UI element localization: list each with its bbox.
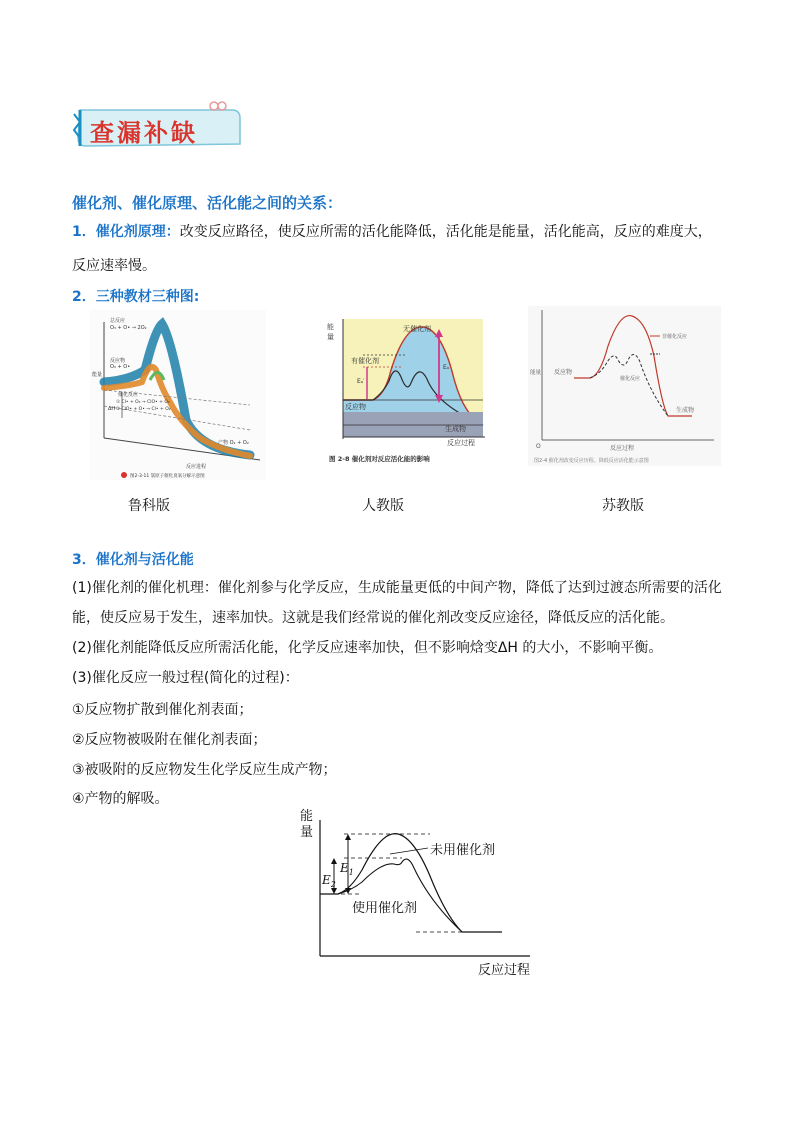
caption-luke: 鲁科版 bbox=[128, 498, 170, 514]
svg-text:E1 bbox=[339, 861, 354, 877]
bc-no-cat: 未用催化剂 bbox=[430, 843, 496, 858]
bc-y-label-1: 能 bbox=[300, 809, 314, 824]
sj-fig-note: 图2-4 催化剂改变反应历程、降低反应活化能示意图 bbox=[534, 458, 649, 464]
lk-x-label: 反应进程 bbox=[186, 464, 207, 470]
bc-y-label-2: 量 bbox=[300, 825, 314, 840]
item1-line2: 反应速率慢。 bbox=[72, 258, 156, 274]
lk-dh-label: ΔH bbox=[108, 406, 116, 412]
rj-product: 生成物 bbox=[445, 425, 466, 433]
sj-reactant: 反应物 bbox=[554, 369, 573, 376]
sj-origin: O bbox=[536, 443, 541, 450]
rj-ea-big: Eₐ bbox=[443, 364, 450, 371]
sj-curve1: 非催化反应 bbox=[662, 334, 688, 340]
item3-para3: (3)催化反应一般过程(简化的过程)： bbox=[72, 670, 299, 686]
lk-mid-label-1: 反应物 bbox=[110, 358, 126, 364]
item1-label: 催化剂原理： bbox=[95, 224, 180, 240]
rj-y-label-2: 量 bbox=[327, 333, 334, 341]
rj-no-cat: 无催化剂 bbox=[403, 325, 431, 333]
bc-e2-sub: 2 bbox=[330, 880, 336, 889]
lk-fig-note: 图2-3-11 氯原子催化臭氧分解示意图 bbox=[130, 474, 205, 479]
item3-step2: ②反应物被吸附在催化剂表面； bbox=[72, 732, 267, 748]
sj-x-label: 反应过程 bbox=[610, 445, 635, 452]
lk-top-label-1: 总反应 bbox=[110, 318, 126, 324]
lk-cat-step1: ① Cl• + O₃ → ClO• + O₂ bbox=[116, 400, 170, 405]
main-heading: 催化剂、催化原理、活化能之间的关系： bbox=[72, 194, 343, 212]
section-banner bbox=[72, 100, 248, 154]
item3-para1-a: (1)催化剂的催化机理：催化剂参与化学反应，生成能量更低的中间产物，降低了达到过渡态所需要的活化 bbox=[72, 580, 722, 596]
lk-cat-label: 催化反应 bbox=[118, 392, 139, 398]
caption-sujiao: 苏教版 bbox=[602, 498, 644, 514]
lk-mid-label-2: O₃ + O• bbox=[110, 364, 131, 370]
bc-with-cat: 使用催化剂 bbox=[352, 901, 418, 916]
rj-with-cat: 有催化剂 bbox=[351, 357, 379, 365]
item3-para1-b: 能，使反应易于发生，速率加快。这就是我们经常说的催化剂改变反应途径，降低反应的活化能。 bbox=[72, 610, 674, 626]
bc-e1-sub: 1 bbox=[348, 868, 354, 877]
bottom-chart bbox=[290, 806, 540, 978]
figure-renjiao bbox=[323, 315, 488, 467]
banner-title: 查漏补缺 bbox=[90, 118, 198, 147]
sj-curve2: 催化反应 bbox=[620, 376, 641, 382]
item3-para2: (2)催化剂能降低反应所需活化能，化学反应速率加快，但不影响焓变ΔH 的大小，不影响平衡。 bbox=[72, 640, 663, 656]
item2-title: 2．三种教材三种图: bbox=[72, 289, 200, 305]
bc-e2: E bbox=[322, 873, 331, 887]
lk-left-label: 能量 bbox=[92, 372, 103, 378]
item1-line1 bbox=[72, 222, 712, 242]
sj-y-label: 能量 bbox=[530, 370, 542, 376]
item1-text-a: 改变反应路径，使反应所需的活化能降低，活化能是能量，活化能高，反应的难度大， bbox=[179, 224, 712, 240]
rj-ea-small: Eₐ′ bbox=[357, 378, 365, 385]
lk-top-label-2: O₃ + O• → 2O₂ bbox=[110, 325, 147, 331]
sj-product: 生成物 bbox=[676, 407, 695, 414]
rj-reactant: 反应物 bbox=[345, 403, 366, 411]
item3-title: 3．催化剂与活化能 bbox=[72, 552, 194, 568]
bc-curve-cat bbox=[338, 859, 462, 932]
rj-fig-note: 图 2-8 催化剂对反应活化能的影响 bbox=[329, 455, 430, 463]
figure-sujiao bbox=[528, 306, 721, 466]
figure-luke bbox=[90, 310, 266, 480]
bc-x-label: 反应过程 bbox=[478, 963, 531, 978]
lk-product-label: 产物 O₂ + O₂ bbox=[218, 440, 249, 446]
lk-note-marker bbox=[121, 472, 127, 478]
item3-step1: ①反应物扩散到催化剂表面； bbox=[72, 702, 253, 718]
item3-step4: ④产物的解吸。 bbox=[72, 791, 169, 807]
rj-x-label: 反应过程 bbox=[447, 439, 475, 447]
bc-e1: E bbox=[340, 861, 349, 875]
rj-y-label-1: 能 bbox=[327, 323, 334, 331]
item3-step3: ③被吸附的反应物发生化学反应生成产物； bbox=[72, 762, 337, 778]
caption-renjiao: 人教版 bbox=[362, 498, 404, 514]
lk-cat-step2: ② ClO• + O• → Cl• + O₂ bbox=[116, 407, 171, 412]
item1-num: 1． bbox=[72, 224, 96, 240]
